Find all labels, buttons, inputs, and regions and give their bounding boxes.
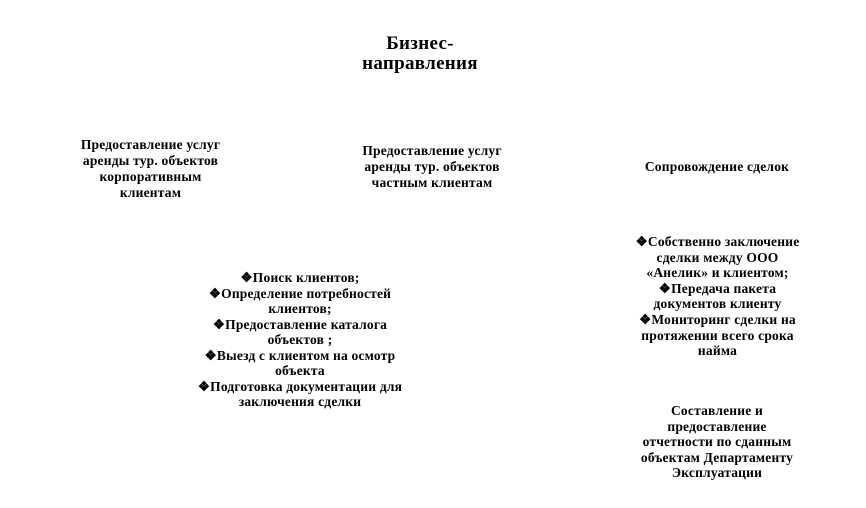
node-client-tasks-list: ❖Поиск клиентов; ❖Определение потребностей клиентов; ❖Предоставление каталога объектов ; ❖Выезд с клиентом на осмотр объекта ❖Подготовка документации для заключения сделки <box>197 270 403 409</box>
node-deal-tasks-list: ❖Собственно заключение сделки между ООО «Анелик» и клиентом; ❖Передача пакета документов клиенту ❖Мониторинг сделки на протяжении всего срока найма <box>635 234 800 359</box>
node-corporate-clients: Предоставление услуг аренды тур. объектов корпоративным клиентам <box>80 137 221 200</box>
node-deal-support: Сопровождение сделок <box>644 159 790 174</box>
node-reporting: Составление и предоставление отчетности по сданным объектам Департаменту Эксплуатации <box>640 403 794 480</box>
diagram-title: Бизнес- направления <box>362 33 478 74</box>
node-private-clients: Предоставление услуг аренды тур. объектов частным клиентам <box>362 143 502 190</box>
